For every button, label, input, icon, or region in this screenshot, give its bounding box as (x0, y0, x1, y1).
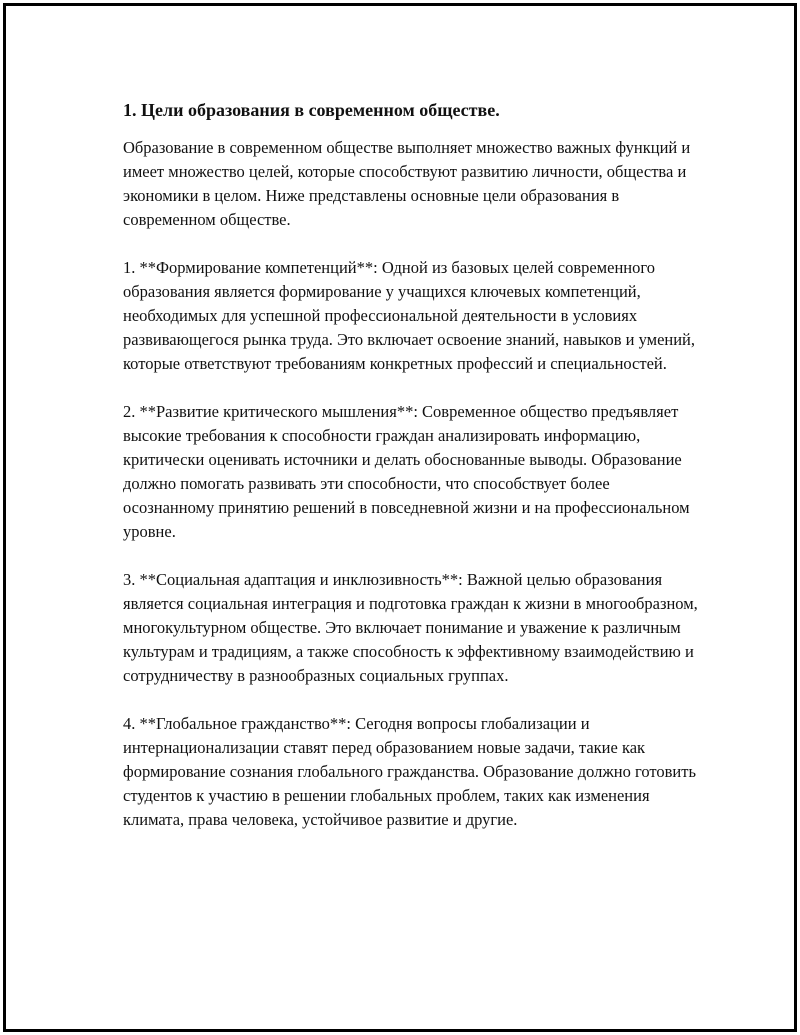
page-border (3, 3, 797, 1032)
goal-paragraph-critical-thinking: 2. **Развитие критического мышления**: Современное общество предъявляет высокие требования к способности граждан анализировать информацию, критически оценивать источники и делать обоснованные выводы. Образование должно помогать развивать эти способности, что способствует более осознанному принятию решений в повседневной жизни и на профессиональном уровне. (123, 402, 690, 541)
goal-paragraph-global-citizenship: 4. **Глобальное гражданство**: Сегодня вопросы глобализации и интернационализации ставят перед образованием новые задачи, такие как формирование сознания глобального гражданства. Образование должно готовить студентов к участию в решении глобальных проблем, таких как изменения климата, права человека, устойчивое развитие и другие. (123, 714, 696, 829)
goal-paragraph-social-adaptation: 3. **Социальная адаптация и инклюзивность**: Важной целью образования является социальная интеграция и подготовка граждан к жизни в многообразном, многокультурном обществе. Это включает понимание и уважение к различным культурам и традициям, а также способность к эффективному взаимодействию и сотрудничеству в разнообразных социальных группах. (123, 570, 698, 685)
intro-paragraph: Образование в современном обществе выполняет множество важных функций и имеет множество целей, которые способствуют развитию личности, общества и экономики в целом. Ниже представлены основные цели образования в современном обществе. (123, 138, 691, 229)
goal-paragraph-competencies: 1. **Формирование компетенций**: Одной из базовых целей современного образования является формирование у учащихся ключевых компетенций, необходимых для успешной профессиональной деятельности в условиях развивающегося рынка труда. Это включает освоение знаний, навыков и умений, которые ответствуют требованиям конкретных профессий и специальностей. (123, 258, 696, 373)
document-body (123, 98, 698, 856)
section-heading: 1. Цели образования в современном обществе. (123, 100, 500, 120)
